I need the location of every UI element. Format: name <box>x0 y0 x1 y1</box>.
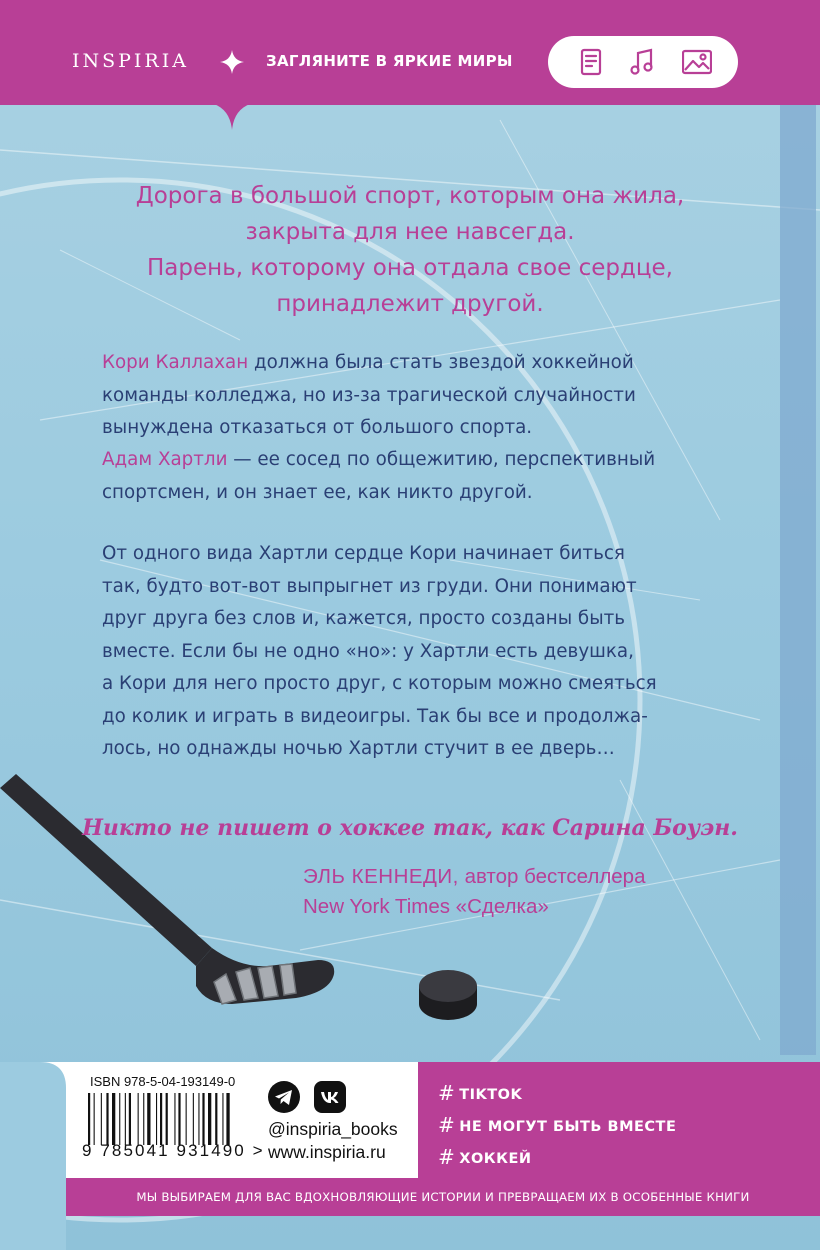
text-line: друг друга без слов и, кажется, просто созданы быть <box>102 608 626 629</box>
text-line <box>102 347 742 380</box>
text-line: до колик и играть в видеоигры. Так бы все и продолжа- <box>102 705 648 727</box>
barcode-bar <box>186 1093 187 1145</box>
barcode-bar <box>198 1093 199 1145</box>
review-quote: Никто не пишет о хоккее так, как Сарина Боуэн. <box>82 815 738 841</box>
text-line: так, будто вот-вот выпрыгнет из груди. Они понимают <box>102 575 637 597</box>
quote-author: ЭЛЬ КЕННЕДИ, <box>303 865 459 888</box>
media-icons-pill <box>548 36 738 88</box>
barcode-bar <box>88 1093 90 1145</box>
rink-boundary-stripe <box>780 105 816 1055</box>
text-fragment: автор бестселлера <box>458 865 646 888</box>
barcode-bar <box>166 1093 168 1145</box>
barcode-bar <box>112 1093 115 1145</box>
text-line: От одного вида Хартли сердце Кори начинает биться <box>102 543 625 564</box>
character-name-adam: Адам Хартли <box>102 449 228 470</box>
social-handle[interactable]: @inspiria_books <box>268 1119 398 1139</box>
synopsis-paragraph-3 <box>102 538 742 766</box>
hashtag-cant-be-together <box>438 1112 676 1136</box>
intro-line: закрыта для нее навсегда. <box>245 219 575 245</box>
hash-symbol: # <box>438 1081 456 1105</box>
text-line: вместе. Если бы не одно «но»: у Хартли есть девушка, <box>102 640 634 662</box>
barcode-bar <box>208 1093 211 1145</box>
image-icon <box>682 48 712 76</box>
barcode-bar <box>106 1093 108 1145</box>
barcode-bar <box>160 1093 162 1145</box>
barcode-bar <box>226 1093 229 1145</box>
barcode-digits: 9 785041 931490 > <box>82 1141 265 1160</box>
text-line: а Кори для него просто друг, с которым можно смеяться <box>102 673 657 694</box>
ebook-icon <box>576 48 606 76</box>
barcode-bar <box>125 1093 126 1145</box>
hashtag-label: НЕ МОГУТ БЫТЬ ВМЕСТЕ <box>459 1119 677 1135</box>
barcode-bar <box>138 1093 139 1145</box>
text-line <box>102 444 742 477</box>
barcode-bar <box>193 1093 194 1145</box>
header-tagline: ЗАГЛЯНИТЕ В ЯРКИЕ МИРЫ <box>266 52 513 70</box>
music-note-icon <box>627 48 657 76</box>
barcode-bar <box>174 1093 175 1145</box>
telegram-icon[interactable] <box>268 1081 300 1113</box>
isbn-label: ISBN 978-5-04-193149-0 <box>90 1074 236 1089</box>
hashtag-label: TIKTOK <box>459 1087 523 1103</box>
social-contacts <box>268 1118 398 1164</box>
publisher-logo: INSPIRIA <box>72 50 189 72</box>
text-fragment: должна была стать звездой хоккейной <box>248 352 634 373</box>
intro-line: принадлежит другой. <box>276 291 544 317</box>
barcode-bar <box>215 1093 217 1145</box>
barcode-bar <box>94 1093 95 1145</box>
synopsis-paragraph-2 <box>102 444 742 509</box>
barcode-bar <box>147 1093 150 1145</box>
hash-symbol: # <box>438 1113 456 1137</box>
vk-icon[interactable] <box>314 1081 346 1113</box>
barcode-bar <box>129 1093 131 1145</box>
banner-notch <box>214 104 250 130</box>
barcode-bar <box>178 1093 180 1145</box>
barcode <box>86 1093 254 1145</box>
text-line: вынуждена отказаться от большого спорта. <box>102 417 533 438</box>
bottom-slogan-banner: МЫ ВЫБИРАЕМ ДЛЯ ВАС ВДОХНОВЛЯЮЩИЕ ИСТОРИИ И ПРЕВРАЩАЕМ ИХ В ОСОБЕННЫЕ КНИГИ <box>66 1178 820 1216</box>
synopsis-paragraph-1 <box>102 347 742 445</box>
hashtag-hockey <box>438 1144 532 1168</box>
bottom-left-tabs <box>0 1062 66 1250</box>
hash-symbol: # <box>438 1145 456 1169</box>
hockey-puck-illustration <box>416 964 480 1024</box>
intro-line: Парень, которому она отдала свое сердце, <box>147 255 673 281</box>
website-link[interactable]: www.inspiria.ru <box>268 1142 386 1162</box>
barcode-bar <box>119 1093 120 1145</box>
intro-line: Дорога в большой спорт, которым она жила, <box>135 183 685 209</box>
text-line: лось, но однажды ночью Хартли стучит в ее дверь… <box>102 738 615 759</box>
text-line: команды колледжа, но из-за трагической случайности <box>102 384 636 406</box>
sparkle-icon <box>220 50 244 74</box>
hashtag-tiktok <box>438 1080 522 1104</box>
barcode-bar <box>143 1093 144 1145</box>
hockey-stick-illustration <box>0 770 340 1030</box>
character-name-cori: Кори Каллахан <box>102 352 249 373</box>
intro-blurb <box>60 178 760 322</box>
quote-source: New York Times «Сделка» <box>303 895 549 918</box>
barcode-bar <box>156 1093 157 1145</box>
hashtag-label: ХОККЕЙ <box>459 1151 532 1167</box>
text-line <box>303 862 646 892</box>
barcode-bar <box>202 1093 204 1145</box>
text-line: спортсмен, и он знает ее, как никто другой. <box>102 481 533 503</box>
quote-attribution <box>303 862 646 922</box>
text-fragment: — ее сосед по общежитию, перспективный <box>227 449 656 470</box>
barcode-bar <box>101 1093 102 1145</box>
barcode-bar <box>222 1093 223 1145</box>
